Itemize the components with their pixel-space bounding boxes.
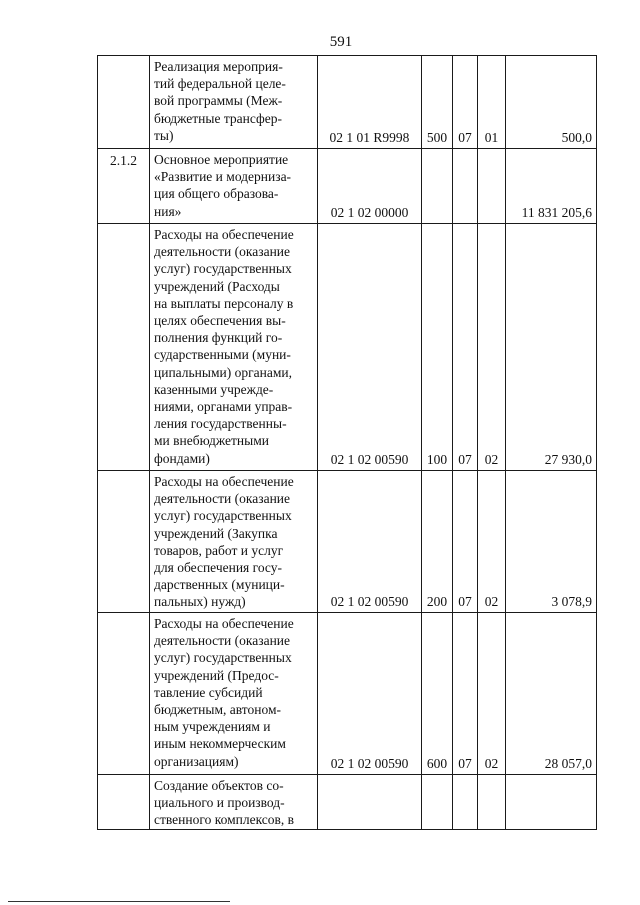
table-row — [98, 775, 597, 830]
expense-type-code — [422, 149, 453, 224]
amount: 11 831 205,6 — [506, 149, 597, 224]
table-row — [98, 613, 597, 775]
subsection-code: 02 — [478, 471, 506, 613]
target-article-code: 02 1 02 00000 — [318, 149, 422, 224]
section-code: 07 — [453, 224, 478, 471]
table-row — [98, 56, 597, 149]
row-description: Реализация мероприя- тий федеральной целе- вой программы (Меж- бюджетные трансфер- ты) — [150, 56, 318, 149]
table-row — [98, 224, 597, 471]
target-article-code: 02 1 02 00590 — [318, 224, 422, 471]
table-row — [98, 471, 597, 613]
section-code — [453, 149, 478, 224]
expense-type-code: 500 — [422, 56, 453, 149]
page-number: 591 — [329, 34, 353, 50]
footnote-divider — [8, 901, 230, 902]
expense-type-code: 200 — [422, 471, 453, 613]
subsection-code — [478, 149, 506, 224]
target-article-code — [318, 775, 422, 830]
amount — [506, 775, 597, 830]
row-number — [98, 775, 150, 830]
subsection-code: 01 — [478, 56, 506, 149]
section-code: 07 — [453, 471, 478, 613]
row-description: Расходы на обеспечение деятельности (оказание услуг) государственных учреждений (Закупка товаров, работ и услуг для обеспечения госу- дарственных (муници- пальных) нужд) — [150, 471, 318, 613]
subsection-code — [478, 775, 506, 830]
section-code: 07 — [453, 56, 478, 149]
row-number — [98, 56, 150, 149]
row-number — [98, 224, 150, 471]
budget-table — [97, 55, 597, 830]
row-description: Создание объектов со- циального и производ- ственного комплексов, в — [150, 775, 318, 830]
amount: 3 078,9 — [506, 471, 597, 613]
amount: 28 057,0 — [506, 613, 597, 775]
row-description: Расходы на обеспечение деятельности (оказание услуг) государственных учреждений (Расходы на выплаты персоналу в целях обеспечения вы- полнения функций го- сударственными (муни- ципальными) органами, казенными учрежде- ниями, органами управ- ления государственны- ми внебюджетными фондами) — [150, 224, 318, 471]
expense-type-code: 600 — [422, 613, 453, 775]
row-number: 2.1.2 — [98, 149, 150, 224]
expense-type-code: 100 — [422, 224, 453, 471]
amount: 500,0 — [506, 56, 597, 149]
row-description: Расходы на обеспечение деятельности (оказание услуг) государственных учреждений (Предос- тавление субсидий бюджетным, автоном- ным учреждениям и иным некоммерческим организациям) — [150, 613, 318, 775]
table-row — [98, 149, 597, 224]
row-number — [98, 471, 150, 613]
expense-type-code — [422, 775, 453, 830]
target-article-code: 02 1 01 R9998 — [318, 56, 422, 149]
subsection-code: 02 — [478, 613, 506, 775]
target-article-code: 02 1 02 00590 — [318, 471, 422, 613]
target-article-code: 02 1 02 00590 — [318, 613, 422, 775]
amount: 27 930,0 — [506, 224, 597, 471]
row-description: Основное мероприятие «Развитие и модерниза- ция общего образова- ния» — [150, 149, 318, 224]
subsection-code: 02 — [478, 224, 506, 471]
section-code — [453, 775, 478, 830]
row-number — [98, 613, 150, 775]
section-code: 07 — [453, 613, 478, 775]
